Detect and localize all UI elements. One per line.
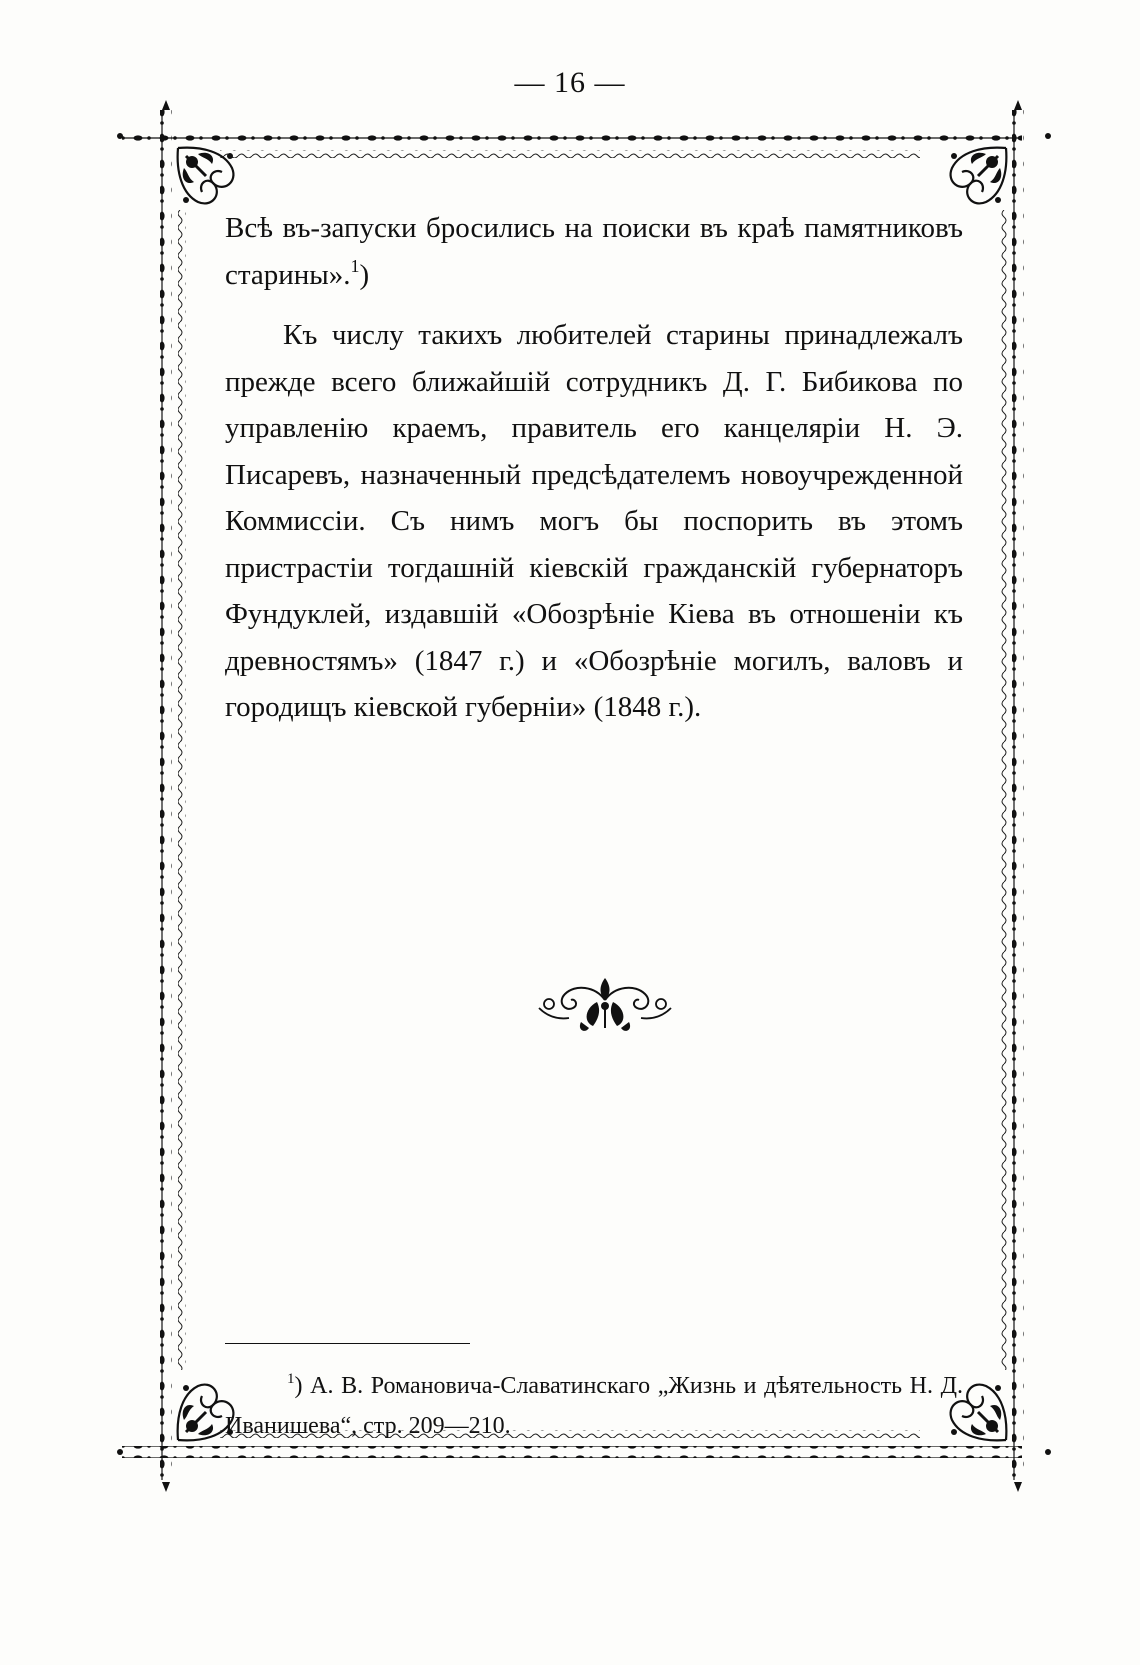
floral-fleuron-icon — [530, 974, 680, 1044]
paragraph-1: Всѣ въ-запуски бросились на поиски въ краѣ памятниковъ старины».$^1$) — [225, 212, 963, 291]
corner-top-right-flourish-icon — [951, 148, 1007, 204]
footnote-divider — [225, 1343, 470, 1344]
paragraph-2: Къ числу такихъ любителей старины принадлежалъ прежде всего ближайшій сотрудникъ Д. Г. Бибикова по управленію краемъ, правитель его канцеляріи Н. Э. Писаревъ, назначенный предсѣдателемъ новоучрежденной Коммиссіи. Съ нимъ могъ бы поспорить въ этомъ пристрастіи тогдашній кіевскій гражданскій губернаторъ Фундуклей, издавшій «Обозрѣніе Кіева въ отношеніи къ древностямъ» (1847 г.) и «Обозрѣніе могилъ, валовъ и городищъ кіевской губерніи» (1848 г.). — [225, 319, 963, 723]
footnote-mark: 1 — [287, 1371, 295, 1387]
footnote-text: ) А. В. Романовича-Славатинскаго „Жизнь и дѣятельность Н. Д. Иванишева“, стр. 209—210. — [225, 1373, 963, 1439]
footnote — [225, 1366, 963, 1446]
footnote-reference: 1 — [350, 255, 360, 276]
page-number: — 16 — — [514, 66, 626, 99]
main-text — [225, 205, 963, 731]
